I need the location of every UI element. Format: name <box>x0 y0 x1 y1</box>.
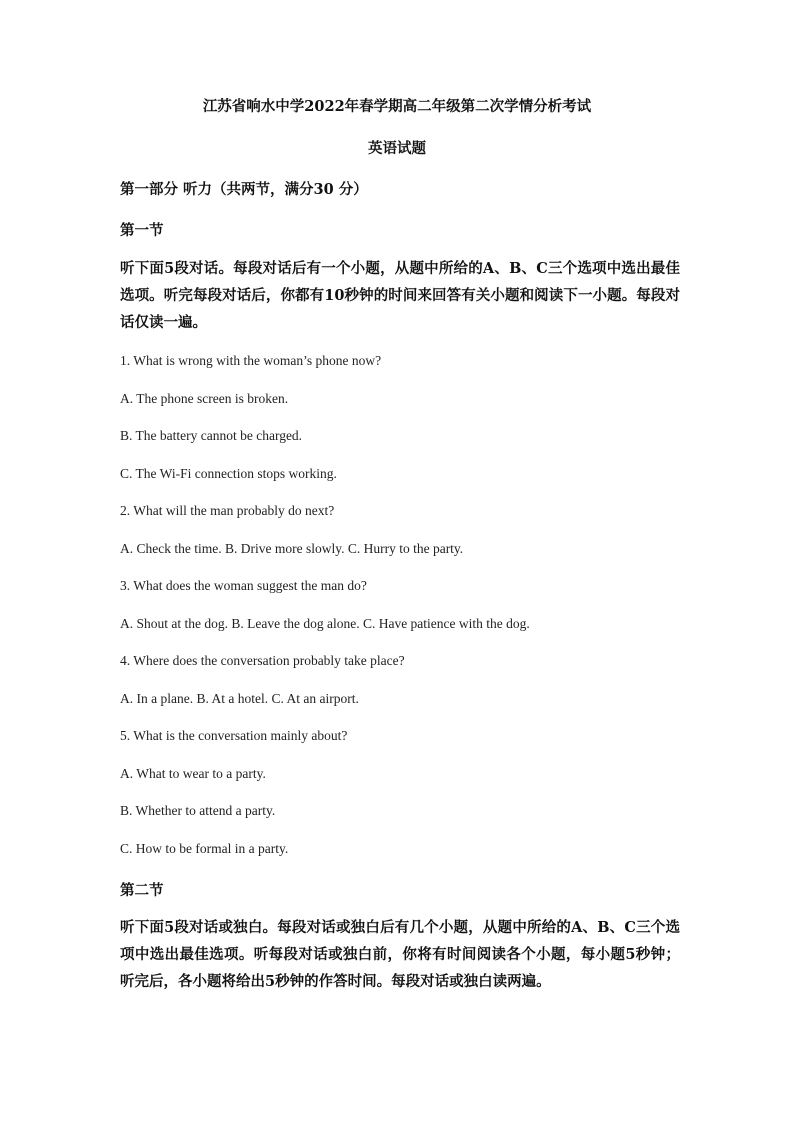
question-3-options: A. Shout at the dog. B. Leave the dog alone. C. Have patience with the dog. <box>120 616 530 631</box>
exam-subtitle: 英语试题 <box>368 140 426 157</box>
question-2-options: A. Check the time. B. Drive more slowly. C. Hurry to the party. <box>120 541 464 556</box>
section2-heading: 第二节 <box>120 882 164 899</box>
question-1-option-c: C. The Wi-Fi connection stops working. <box>120 466 337 481</box>
section2-instructions: 听下面5段对话或独白。每段对话或独白后有几个小题，从题中所给的A、B、C三个选项中选出最佳选项。听每段对话或独白前，你将有时间阅读各个小题，每小题5秒钟；听完后，各小题将给出5秒钟的作答时间。每段对话或独白读两遍。 <box>120 919 680 990</box>
section1-instructions: 听下面5段对话。每段对话后有一个小题，从题中所给的A、B、C三个选项中选出最佳选项。听完每段对话后，你都有10秒钟的时间来回答有关小题和阅读下一小题。每段对话仅读一遍。 <box>120 260 680 331</box>
question-5-option-a: A. What to wear to a party. <box>120 766 266 781</box>
question-5-option-b: B. Whether to attend a party. <box>120 803 276 818</box>
exam-title: 江苏省响水中学2022年春学期高二年级第二次学情分析考试 <box>202 98 592 115</box>
question-1-option-a: A. The phone screen is broken. <box>120 391 289 406</box>
question-5-stem: 5. What is the conversation mainly about? <box>120 728 348 743</box>
part1-heading: 第一部分 听力（共两节，满分30 分） <box>120 181 368 198</box>
question-4-options: A. In a plane. B. At a hotel. C. At an airport. <box>120 691 359 706</box>
question-3-stem: 3. What does the woman suggest the man do? <box>120 578 367 593</box>
question-4-stem: 4. Where does the conversation probably take place? <box>120 653 405 668</box>
section1-heading: 第一节 <box>120 222 164 239</box>
question-1-stem: 1. What is wrong with the woman’s phone now? <box>120 353 382 368</box>
question-1-option-b: B. The battery cannot be charged. <box>120 428 303 443</box>
question-2-stem: 2. What will the man probably do next? <box>120 503 335 518</box>
question-5-option-c: C. How to be formal in a party. <box>120 841 289 856</box>
